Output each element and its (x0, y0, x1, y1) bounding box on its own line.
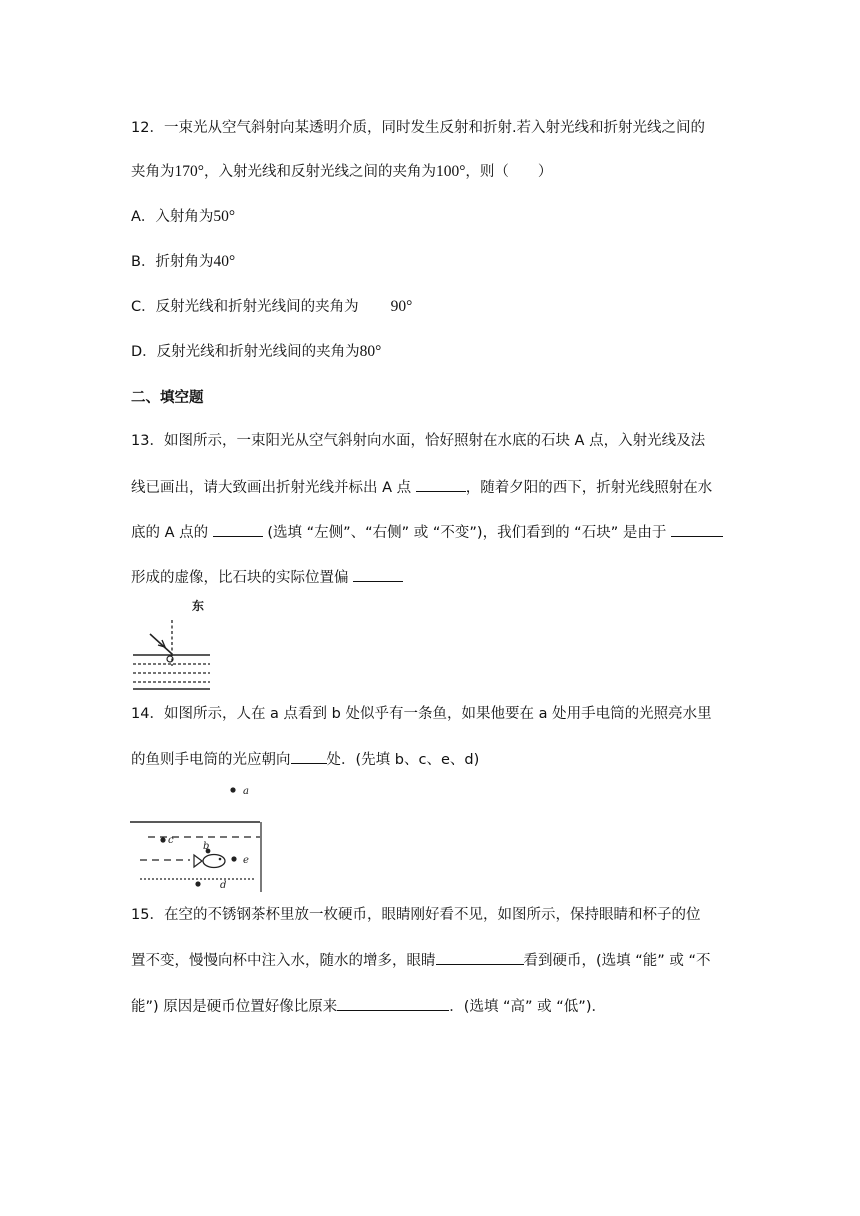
q15-line3-a: 能”) 原因是硬币位置好像比原来 (131, 999, 338, 1015)
q13-line4-a: 形成的虚像，比石块的实际位置偏 (131, 570, 349, 586)
q12-line1: 12．一束光从空气斜射向某透明介质，同时发生反射和折射.若入射光线和折射光线之间的 (131, 120, 706, 136)
q12-angle2: 100° (435, 163, 466, 180)
fish-eye (219, 858, 222, 861)
incident-ray (150, 634, 172, 654)
q13-line3-b: (选填 “左侧”、“右侧” 或 “不变”)，我们看到的 “石块” 是由于 (267, 525, 667, 541)
q14-figure (130, 776, 264, 894)
point-e (231, 856, 236, 861)
fig-label-b: b (203, 841, 210, 852)
q12-line2-a: 夹角为 (131, 164, 175, 180)
q13-line2-a: 线已画出，请大致画出折射光线并标出 A 点 (131, 480, 412, 496)
q12-line2 (131, 162, 552, 182)
fish-icon (203, 855, 225, 868)
q15-line2-a: 置不变，慢慢向杯中注入水，随水的增多，眼睛 (131, 953, 436, 969)
q12-option-d (131, 342, 381, 362)
q15-blank-1[interactable] (436, 950, 524, 965)
q13-figure (130, 596, 212, 692)
q12-option-c (131, 297, 412, 317)
q12-option-c-text: C．反射光线和折射光线间的夹角为 (131, 299, 359, 315)
q12-option-a-text: A．入射角为 (131, 209, 214, 225)
q15-line3-b: ．(选填 “高” 或 “低”)． (449, 999, 606, 1015)
q12-line2-c: ，则（ ） (465, 164, 553, 180)
point-a (230, 787, 235, 792)
q12-option-c-value: 90° (390, 298, 413, 315)
q12-option-b-value: 40° (213, 253, 236, 270)
q12-option-a (131, 207, 235, 227)
q13-blank-1[interactable] (416, 477, 466, 492)
q12-option-b (131, 252, 235, 272)
fig-label-c: c (168, 835, 174, 846)
point-c (160, 837, 165, 842)
fish-tail (194, 855, 202, 867)
fig-label-e: e (243, 855, 249, 866)
q12-option-b-text: B．折射角为 (131, 254, 214, 270)
q12-line2-b: ，入射光线和反射光线之间的夹角为 (203, 164, 436, 180)
q13-blank-3[interactable] (671, 522, 723, 537)
q13-line3 (131, 522, 723, 543)
q13-line1: 13．如图所示，一束阳光从空气斜射向水面，恰好照射在水底的石块 A 点，入射光线及法 (131, 433, 706, 449)
q14-line2-b: 处．(先填 b、c、e、d) (326, 752, 480, 768)
q12-option-a-value: 50° (213, 208, 236, 225)
q13-figure-label: 东 (192, 599, 205, 613)
q14-line2-a: 的鱼则手电筒的光应朝向 (131, 752, 291, 768)
q13-line4 (131, 567, 403, 588)
q14-blank[interactable] (291, 749, 327, 764)
q15-blank-2[interactable] (337, 996, 449, 1011)
q15-line3 (131, 996, 606, 1017)
fig-label-d: d (220, 880, 227, 891)
q13-line3-a: 底的 A 点的 (131, 525, 209, 541)
q12-option-d-value: 80° (359, 343, 382, 360)
q15-line1: 15．在空的不锈钢茶杯里放一枚硬币，眼睛刚好看不见，如图所示，保持眼睛和杯子的位 (131, 907, 701, 923)
q12-angle1: 170° (174, 163, 204, 180)
q13-line2 (131, 477, 712, 498)
q13-blank-4[interactable] (353, 567, 403, 582)
q13-blank-2[interactable] (213, 522, 263, 537)
q13-line2-b: ，随着夕阳的西下，折射光线照射在水 (465, 480, 713, 496)
q15-line2 (131, 950, 711, 971)
fig-label-a: a (243, 786, 249, 797)
section-heading: 二、填空题 (131, 390, 204, 406)
q14-line1: 14．如图所示，人在 a 点看到 b 处似乎有一条鱼，如果他要在 a 处用手电筒的光照亮水里 (131, 706, 712, 722)
q14-line2 (131, 749, 479, 770)
q15-line2-b: 看到硬币，(选填 “能” 或 “不 (523, 953, 711, 969)
point-d (195, 881, 200, 886)
q12-option-d-text: D．反射光线和折射光线间的夹角为 (131, 344, 360, 360)
